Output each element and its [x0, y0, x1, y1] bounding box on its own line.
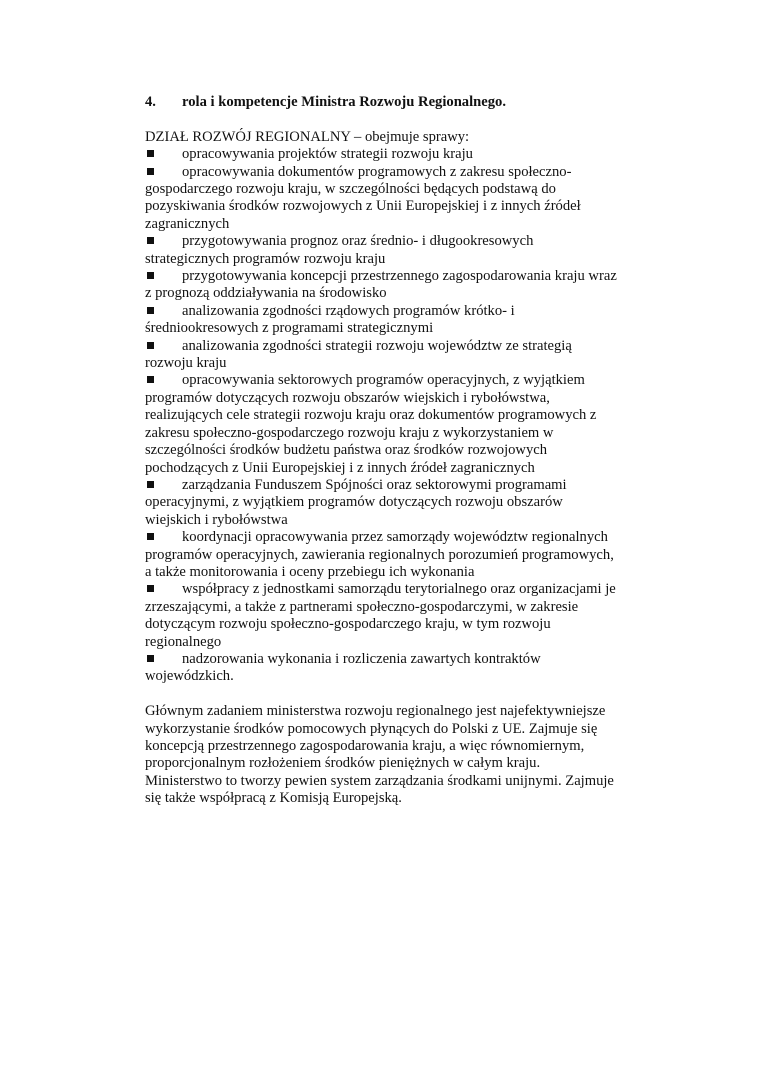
list-item-text: przygotowywania koncepcji przestrzennego zagospodarowania kraju wraz z prognozą oddziaływania na środowisko: [145, 268, 617, 302]
square-bullet-icon: [147, 237, 154, 244]
square-bullet-icon: [147, 150, 154, 157]
list-item-text: nadzorowania wykonania i rozliczenia zawartych kontraktów wojewódzkich.: [145, 650, 541, 685]
list-item: [145, 581, 620, 651]
list-item-text: koordynacji opracowywania przez samorządy województw regionalnych programów operacyjnych, zawierania regionalnych porozumień programowych, a także monitorowania i oceny przebiegu ich wykonania: [145, 529, 614, 580]
list-item: [145, 529, 620, 581]
square-bullet-icon: [147, 655, 154, 662]
list-item: [145, 651, 620, 686]
list-item-text: zarządzania Funduszem Spójności oraz sektorowymi programami operacyjnymi, z wyjątkiem programów dotyczących rozwoju obszarów wiejskich i rybołówstwa: [145, 476, 567, 528]
section-heading: [145, 94, 620, 111]
square-bullet-icon: [147, 168, 154, 175]
square-bullet-icon: [147, 272, 154, 279]
square-bullet-icon: [147, 533, 154, 540]
section-title: rola i kompetencje Ministra Rozwoju Regionalnego.: [182, 94, 506, 110]
intro-paragraph: DZIAŁ ROZWÓJ REGIONALNY – obejmuje sprawy:: [145, 128, 470, 145]
list-item-text: analizowania zgodności rządowych programów krótko- i średniookresowych z programami strategicznymi: [145, 302, 515, 337]
section-number: 4.: [145, 94, 156, 110]
list-item-text: opracowywania projektów strategii rozwoju kraju: [182, 146, 473, 163]
list-item: [145, 164, 620, 234]
list-item: [145, 338, 620, 373]
square-bullet-icon: [147, 376, 154, 383]
square-bullet-icon: [147, 585, 154, 592]
list-item-text: współpracy z jednostkami samorządu terytorialnego oraz organizacjami je zrzeszającymi, a także z partnerami społeczno-gospodarczymi, w zakresie dotyczącym rozwoju społeczno-gospodarczego kraju, w tym rozwoju regionalnego: [145, 581, 616, 650]
responsibilities-list: [145, 146, 620, 686]
square-bullet-icon: [147, 342, 154, 349]
square-bullet-icon: [147, 481, 154, 488]
list-item-text: opracowywania dokumentów programowych z zakresu społeczno-gospodarczego rozwoju kraju, w szczególności będących podstawą do pozyskiwania środków rozwojowych z Unii Europejskiej i z innych źródeł zagranicznych: [145, 163, 581, 232]
list-item: [145, 303, 620, 338]
list-item-text: przygotowywania prognoz oraz średnio- i długookresowych strategicznych programów rozwoju kraju: [145, 233, 534, 267]
document-page: [145, 94, 620, 808]
list-item: [145, 268, 620, 303]
list-item-text: analizowania zgodności strategii rozwoju województw ze strategią rozwoju kraju: [145, 337, 572, 372]
list-item: [145, 372, 620, 476]
list-item-text: opracowywania sektorowych programów operacyjnych, z wyjątkiem programów dotyczących rozwoju obszarów wiejskich i rybołówstwa, realizujących cele strategii rozwoju kraju oraz dokumentów programowych z zakresu społeczno-gospodarczego rozwoju kraju z wykorzystaniem w szczególności środków budżetu państwa oraz środków rozwojowych pochodzących z Unii Europejskiej i z innych źródeł zagranicznych: [145, 372, 597, 476]
square-bullet-icon: [147, 307, 154, 314]
list-item: [145, 477, 620, 529]
summary-paragraph: Głównym zadaniem ministerstwa rozwoju regionalnego jest najefektywniejsze wykorzystanie środków pomocowych płynących do Polski z UE. Zajmuje się koncepcją przestrzennego zagospodarowania kraju, a więc równomiernym, proporcjonalnym rozłożeniem środków pieniężnych w całym kraju. Ministerstwo to tworzy pewien system zarządzania środkami unijnymi. Zajmuje się także współpracą z Komisją Europejską.: [145, 703, 614, 807]
list-item: [145, 146, 620, 163]
list-item: [145, 233, 620, 268]
